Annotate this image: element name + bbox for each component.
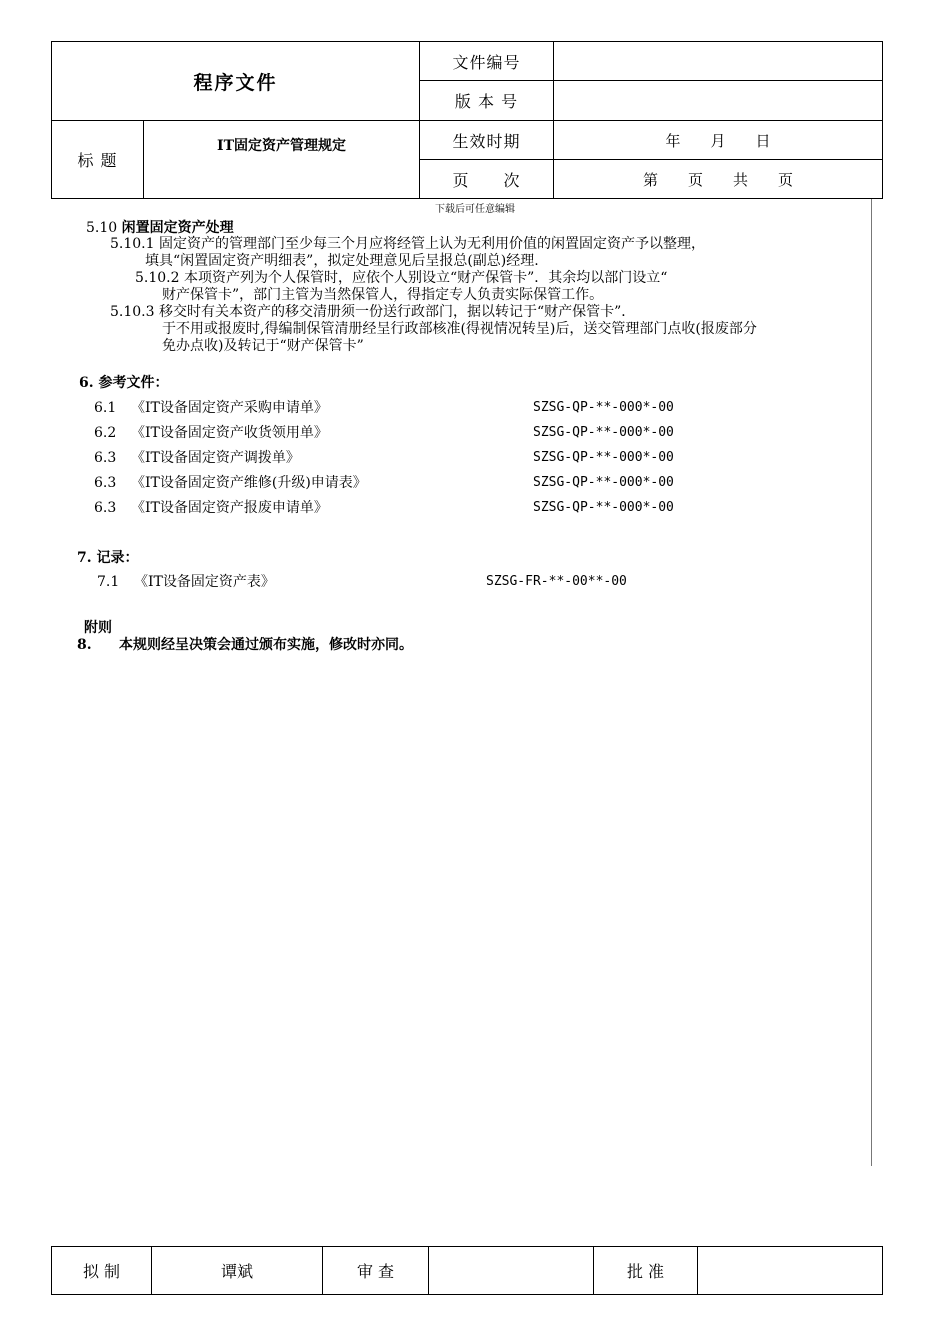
- para-5-10-3-line-1: 5.10.3 移交时有关本资产的移交清册须一份送行政部门，据以转记于“财产保管卡”．: [110, 304, 636, 320]
- draft-label: 拟 制: [52, 1247, 152, 1295]
- ref-item-num: 6.1: [94, 400, 117, 416]
- ref-item-name: 《IT设备固定资产调拨单》: [131, 450, 300, 466]
- ref-item-code: SZSG-QP-**-000*-00: [533, 475, 674, 490]
- record-item-num: 7.1: [97, 574, 120, 590]
- appendix-title: 附则: [84, 620, 112, 636]
- page-label-cell: [420, 160, 554, 199]
- doc-type: 程序文件: [193, 71, 278, 94]
- ref-item-num: 6.3: [94, 500, 117, 516]
- page-value-cell: [554, 160, 883, 199]
- review-label: 审 查: [323, 1247, 429, 1295]
- ref-item-code: SZSG-QP-**-000*-00: [533, 400, 674, 415]
- record-item-code: SZSG-FR-**-00**-00: [486, 574, 627, 589]
- version-label: 版 本 号: [454, 92, 519, 111]
- watermark: 下载后可任意编辑: [435, 204, 515, 215]
- effective-label-cell: [420, 121, 554, 160]
- ref-item-num: 6.3: [94, 475, 117, 491]
- para-5-10-2-line-2: 财产保管卡”，部门主管为当然保管人，得指定专人负责实际保管工作。: [162, 287, 604, 303]
- para-5-10-3-line-3: 免办点收)及转记于“财产保管卡”: [162, 338, 364, 354]
- approve-label: 批 准: [594, 1247, 698, 1295]
- file-no-value: [554, 42, 883, 81]
- para-5-10-1-line-2: 填具“闲置固定资产明细表”，拟定处理意见后呈报总(副总)经理.: [145, 253, 539, 269]
- draft-value: 谭斌: [152, 1247, 323, 1295]
- subject-title: IT固定资产管理规定: [217, 138, 346, 154]
- version-value: [554, 81, 883, 121]
- ref-item-code: SZSG-QP-**-000*-00: [533, 450, 674, 465]
- signature-table: [51, 1246, 883, 1295]
- ref-item-name: 《IT设备固定资产采购申请单》: [131, 400, 328, 416]
- record-item-name: 《IT设备固定资产表》: [134, 574, 275, 590]
- section-5-10-num: 5.10: [86, 220, 118, 236]
- subject-value-cell: [144, 121, 420, 199]
- subject-label: 标 题: [77, 151, 118, 170]
- appendix-num: 8.: [77, 637, 92, 653]
- effective-label: 生效时期: [452, 131, 521, 151]
- ref-item-code: SZSG-QP-**-000*-00: [533, 425, 674, 440]
- effective-value-cell: [554, 121, 883, 160]
- file-no-label-cell: [420, 42, 554, 81]
- ref-item-num: 6.3: [94, 450, 117, 466]
- para-5-10-3-line-2: 于不用或报废时,得编制保管清册经呈行政部核准(得视情况转呈)后，送交管理部门点收(报废部分: [162, 321, 757, 337]
- page-label: 页 次: [452, 170, 521, 190]
- section-5-10-title: 闲置固定资产处理: [121, 220, 234, 236]
- ref-item-name: 《IT设备固定资产收货领用单》: [131, 425, 328, 441]
- ref-item-code: SZSG-QP-**-000*-00: [533, 500, 674, 515]
- file-no-label: 文件编号: [452, 52, 521, 72]
- margin-rule: [871, 199, 872, 1166]
- doc-type-cell: [52, 42, 420, 121]
- effective-value: 年 月 日: [665, 131, 771, 150]
- header-table: [51, 41, 883, 199]
- appendix-text: 本规则经呈决策会通过颁布实施，修改时亦同。: [119, 637, 413, 653]
- subject-label-cell: [52, 121, 144, 199]
- review-value: [429, 1247, 594, 1295]
- section-6-title: 6. 参考文件：: [79, 375, 169, 391]
- para-5-10-2-line-1: 5.10.2 本项资产列为个人保管时，应依个人别设立“财产保管卡”．其余均以部门设立“: [135, 270, 668, 286]
- para-5-10-1-line-1: 5.10.1 固定资产的管理部门至少每三个月应将经管上认为无利用价值的闲置固定资产予以整理，: [110, 236, 705, 252]
- ref-item-name: 《IT设备固定资产报废申请单》: [131, 500, 328, 516]
- ref-item-num: 6.2: [94, 425, 117, 441]
- version-label-cell: [420, 81, 554, 121]
- section-5-10-heading: [86, 220, 234, 236]
- page-value: 第 页 共 页: [643, 170, 794, 189]
- approve-value: [698, 1247, 883, 1295]
- section-7-title: 7. 记录：: [77, 550, 139, 566]
- ref-item-name: 《IT设备固定资产维修(升级)申请表》: [131, 475, 367, 491]
